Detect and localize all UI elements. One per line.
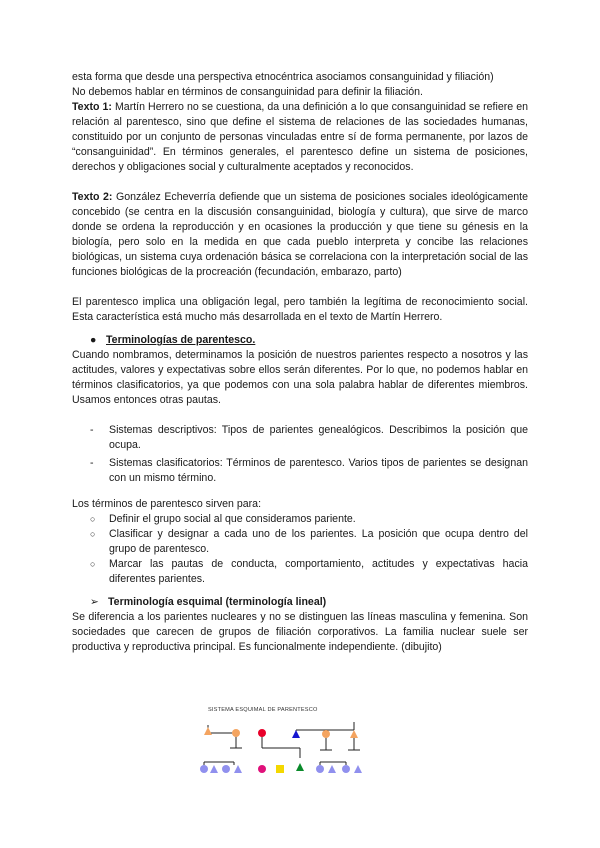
- triangle-orange-icon: [204, 727, 212, 735]
- intro-line-2: No debemos hablar en términos de consanguinidad para definir la filiación.: [72, 86, 423, 98]
- terminos-list: [72, 512, 528, 587]
- circle-bullet-icon: ○: [90, 529, 96, 539]
- parentesco-paragraph: El parentesco implica una obligación legal, pero también la legítima de reconocimiento social. Esta característica está mucho más desarrollada en el texto de Martín Herrero.: [72, 296, 528, 323]
- circle-magenta-icon: [258, 765, 266, 773]
- list-item: - Sistemas clasificatorios: Términos de parentesco. Varios tipos de parientes se designan con un mismo término.: [72, 456, 528, 486]
- terminos-intro: Los términos de parentesco sirven para:: [72, 498, 262, 510]
- terminologias-heading: [90, 333, 528, 348]
- texto1-paragraph: [72, 100, 528, 175]
- triangle-lavender-icon: [328, 765, 336, 773]
- arrow-bullet-icon: ➢: [90, 596, 99, 608]
- texto2-paragraph: [72, 190, 528, 280]
- terminologias-title: Terminologías de parentesco.: [106, 334, 256, 346]
- texto2-label: Texto 2:: [72, 191, 113, 203]
- circle-lavender-icon: [200, 765, 208, 773]
- diagram-lines: [204, 722, 360, 765]
- triangle-lavender-icon: [210, 765, 218, 773]
- square-yellow-icon: [276, 765, 284, 773]
- bullet-icon: ●: [90, 334, 97, 346]
- diagram-title: SISTEMA ESQUIMAL DE PARENTESCO: [208, 707, 318, 713]
- triangle-green-icon: [296, 763, 304, 771]
- triangle-lavender-icon: [354, 765, 362, 773]
- kinship-diagram-svg: [196, 700, 368, 782]
- intro-line-1: esta forma que desde una perspectiva etnocéntrica asociamos consanguinidad y filiación): [72, 71, 494, 83]
- triangle-lavender-icon: [234, 765, 242, 773]
- circle-lavender-icon: [316, 765, 324, 773]
- circle-lavender-icon: [342, 765, 350, 773]
- esquimal-heading: [90, 595, 528, 610]
- list-item: ○ Definir el grupo social al que consideramos pariente.: [90, 513, 356, 525]
- triangle-blue-icon: [292, 730, 300, 738]
- circle-bullet-icon: ○: [90, 514, 96, 524]
- list-item: - Sistemas descriptivos: Tipos de parientes genealógicos. Describimos la posición que ocupa.: [72, 423, 528, 453]
- esquimal-title: Terminología esquimal (terminología lineal): [108, 596, 327, 608]
- circle-red-icon: [258, 729, 266, 737]
- kinship-diagram: [196, 700, 368, 782]
- circle-bullet-icon: ○: [90, 559, 96, 569]
- sistemas-list: [72, 423, 528, 486]
- list-item: ○ Marcar las pautas de conducta, comportamiento, actitudes y expectativas hacia diferentes parientes.: [90, 558, 528, 585]
- terminologias-body: Cuando nombramos, determinamos la posición de nuestros parientes respecto a nosotros y las actitudes, valores y expectativas sobre ellos serán diferentes. Por lo que, no podemos hablar en términos clasificatorios, ya que podemos con una sola palabra hablar de diferentes miembros. Usamos entonces otras pautas.: [72, 349, 528, 406]
- texto1-body: Martín Herrero no se cuestiona, da una definición a lo que consanguinidad se refiere en relación al parentesco, sino que define el sistema de relaciones de las sociedades humanas, constituido por un conjunto de personas vinculadas entre sí de forma permanente, por lazos de “consanguinidad”. En términos generales, el parentesco define un sistema de posiciones, derechos y obligaciones social y culturalmente aceptados y reconocidos.: [72, 101, 528, 173]
- texto2-body: González Echeverría defiende que un sistema de posiciones sociales ideológicamente concebido (se centra en la discusión consanguinidad, biología y cultura), que sirve de marco donde se ordena la reproducción y en ocasiones la producción y que tiene su génesis en la biología, pero solo en la medida en que cada pueblo interpreta y concibe las relaciones biológicas, un sistema cuya ordenación básica se correlaciona con la interpretación social de las funciones biológicas de la procreación (fecundación, embarazo, parto): [72, 191, 528, 278]
- triangle-orange-icon: [350, 730, 358, 738]
- texto1-label: Texto 1:: [72, 101, 112, 113]
- list-item: ○ Clasificar y designar a cada uno de los parientes. La posición que ocupa dentro del grupo de parentesco.: [90, 528, 528, 555]
- esquimal-body: Se diferencia a los parientes nucleares y no se distinguen las líneas masculina y femenina. Son sociedades que carecen de grupos de filiación corporativos. La familia nuclear suele ser productiva y reproductiva principal. Es funcionalmente independiente. (dibujito): [72, 611, 528, 653]
- circle-orange-icon: [322, 730, 330, 738]
- circle-lavender-icon: [222, 765, 230, 773]
- document-body: [72, 70, 528, 655]
- circle-orange-icon: [232, 729, 240, 737]
